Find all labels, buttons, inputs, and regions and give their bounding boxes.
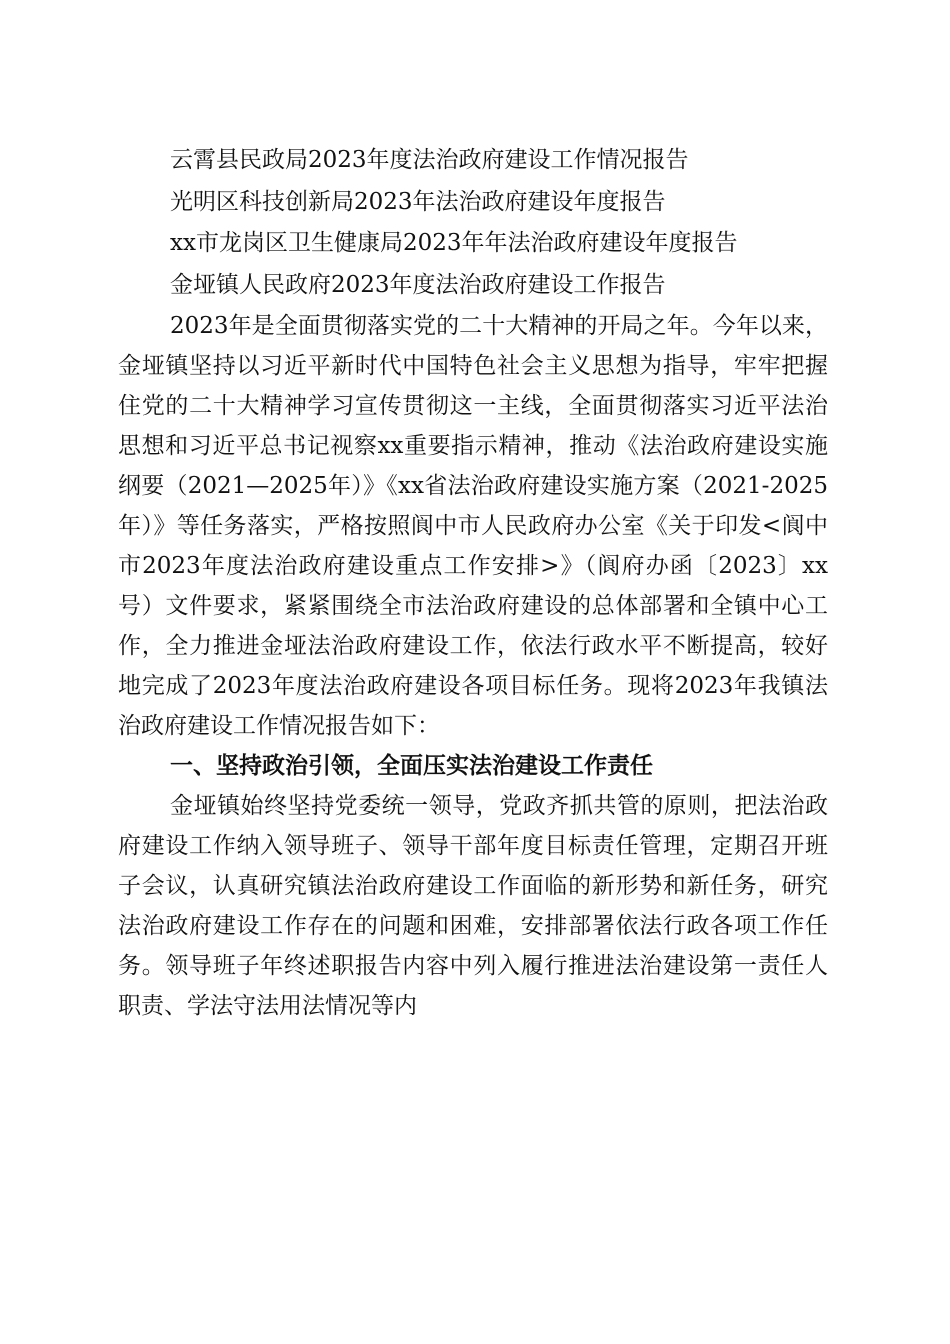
section-heading: 一、坚持政治引领，全面压实法治建设工作责任: [170, 753, 653, 779]
intro-paragraph: 2023年是全面贯彻落实党的二十大精神的开局之年。今年以来，金垭镇坚持以习近平新时代中国特色社会主义思想为指导，牢牢把握住党的二十大精神学习宣传贯彻这一主线，全面贯彻落实习近平法治思想和习近平总书记视察xx重要指示精神，推动《法治政府建设实施纲要（2021—2025年）》《xx省法治政府建设实施方案（2021-2025年）》等任务落实，严格按照阆中市人民政府办公室《关于印发<阆中市2023年度法治政府建设重点工作安排>》（阆府办函〔2023〕xx号）文件要求，紧紧围绕全市法治政府建设的总体部署和全镇中心工作，全力推进金垭法治政府建设工作，依法行政水平不断提高，较好地完成了2023年度法治政府建设各项目标任务。现将2023年我镇法治政府建设工作情况报告如下：: [118, 313, 828, 739]
report-title-3: xx市龙岗区卫生健康局2023年年法治政府建设年度报告: [170, 230, 738, 256]
report-title-2: 光明区科技创新局2023年法治政府建设年度报告: [170, 188, 666, 215]
report-title-4: 金垭镇人民政府2023年度法治政府建设工作报告: [170, 271, 666, 298]
document-body: [118, 140, 828, 1026]
section-paragraph: 金垭镇始终坚持党委统一领导，党政齐抓共管的原则，把法治政府建设工作纳入领导班子、领导干部年度目标责任管理，定期召开班子会议，认真研究镇法治政府建设工作面临的新形势和新任务，研究法治政府建设工作存在的问题和困难，安排部署依法行政各项工作任务。领导班子年终述职报告内容中列入履行推进法治建设第一责任人职责、学法守法用法情况等内: [118, 793, 828, 1019]
report-title-1: 云霄县民政局2023年度法治政府建设工作情况报告: [170, 147, 689, 173]
